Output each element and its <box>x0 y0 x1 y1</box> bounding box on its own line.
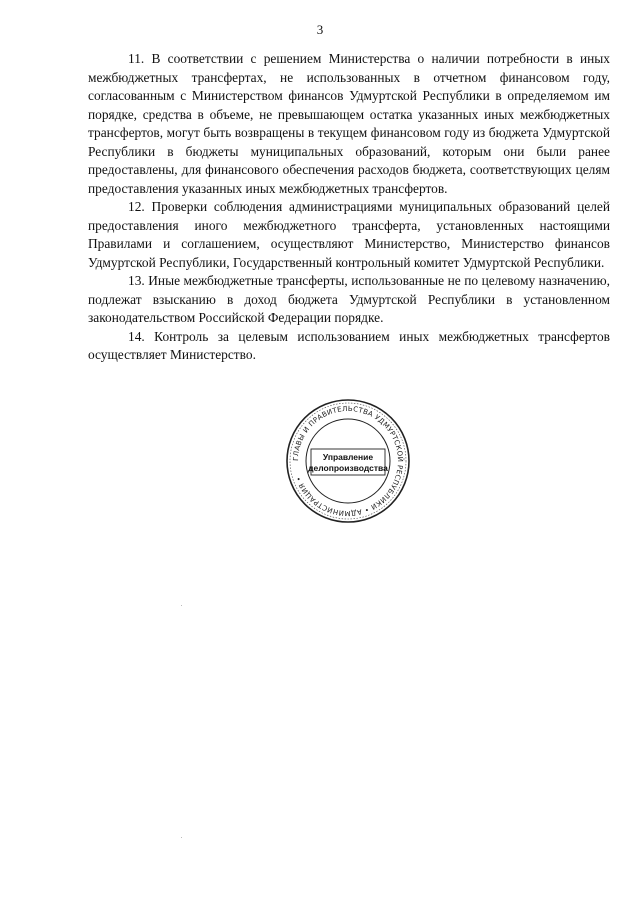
scan-speck <box>181 605 182 606</box>
paragraph-14: 14. Контроль за целевым использованием иных межбюджетных трансфертов осуществляет Министерство. <box>88 328 610 362</box>
official-seal <box>284 397 412 525</box>
seal-outer-text: ГЛАВЫ И ПРАВИТЕЛЬСТВА УДМУРТСКОЙ РЕСПУБЛИКИ • АДМИНИСТРАЦИЯ • <box>291 404 405 518</box>
document-body <box>88 50 610 365</box>
seal-graphic <box>284 397 412 525</box>
scan-speck <box>181 837 182 838</box>
seal-line-1: Управление <box>322 452 374 462</box>
seal-line-2: делопроизводства <box>308 463 388 473</box>
page-number: 3 <box>316 22 324 37</box>
paragraph-13: 13. Иные межбюджетные трансферты, использованные не по целевому назначению, подлежат взысканию в доход бюджета Удмуртской Республики в установленном законодательством Российской Федерации порядке. <box>88 273 610 325</box>
paragraph-11: 11. В соответствии с решением Министерства о наличии потребности в иных межбюджетных трансфертах, не использованных в отчетном финансовом году, согласованным с Министерством финансов Удмуртской Республики в определяемом им порядке, средства в объеме, не превышающем остатка указанных иных межбюджетных трансфертов, могут быть возвращены в текущем финансовом году из бюджета Удмуртской Республики в бюджеты муниципальных образований, которым они были ранее предоставлены, для финансового обеспечения расходов бюджета, соответствующих целям предоставления указанных иных межбюджетных трансфертов. <box>88 51 610 196</box>
paragraph-12: 12. Проверки соблюдения администрациями муниципальных образований целей предоставления иного межбюджетного трансферта, установленных настоящими Правилами и соглашением, осуществляют Министерство, Министерство финансов Удмуртской Республики, Государственный контрольный комитет Удмуртской Республики. <box>88 199 610 270</box>
